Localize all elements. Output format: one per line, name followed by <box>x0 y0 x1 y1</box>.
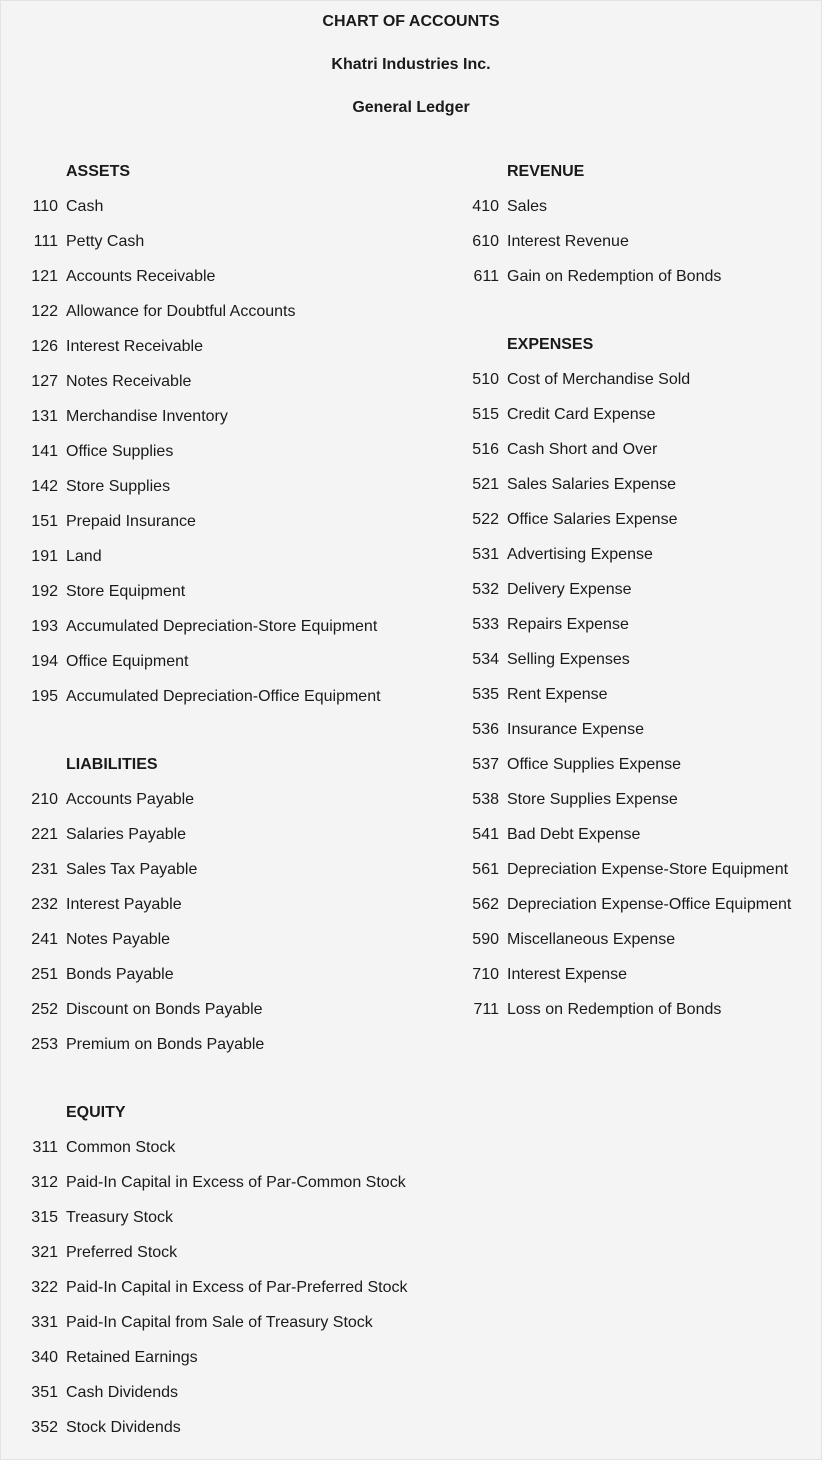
account-row <box>441 405 822 425</box>
account-number: 532 <box>472 581 499 598</box>
account-number: 121 <box>31 268 58 285</box>
account-name: Cash Dividends <box>66 1384 179 1401</box>
account-row <box>441 197 822 217</box>
account-row <box>0 895 440 915</box>
account-number: 251 <box>31 966 58 983</box>
account-row <box>0 582 440 602</box>
account-number: 536 <box>472 721 499 738</box>
account-name: Depreciation Expense-Office Equipment <box>507 896 792 913</box>
account-name: Stock Dividends <box>66 1419 181 1436</box>
account-name: Insurance Expense <box>507 721 644 738</box>
account-row <box>0 930 440 950</box>
account-number: 590 <box>472 931 499 948</box>
account-number: 191 <box>31 548 58 565</box>
account-number: 610 <box>472 233 499 250</box>
account-name: Accounts Receivable <box>66 268 216 285</box>
account-row <box>441 545 822 565</box>
account-name: Sales <box>507 198 548 215</box>
account-row <box>441 685 822 705</box>
account-row <box>441 965 822 985</box>
account-row <box>0 860 440 880</box>
account-number: 315 <box>31 1209 58 1226</box>
account-name: Treasury Stock <box>66 1209 173 1226</box>
page-title: CHART OF ACCOUNTS <box>322 13 500 30</box>
account-name: Store Equipment <box>66 583 186 600</box>
account-name: Accumulated Depreciation-Store Equipment <box>66 618 378 635</box>
account-row <box>441 930 822 950</box>
account-name: Rent Expense <box>507 686 608 703</box>
account-name: Depreciation Expense-Store Equipment <box>507 861 789 878</box>
account-number: 122 <box>31 303 58 320</box>
account-number: 221 <box>31 826 58 843</box>
account-row <box>441 650 822 670</box>
account-row <box>0 442 440 462</box>
account-row <box>0 687 440 707</box>
account-number: 534 <box>472 651 499 668</box>
account-row <box>441 370 822 390</box>
account-number: 210 <box>31 791 58 808</box>
account-name: Salaries Payable <box>66 826 187 843</box>
account-name: Retained Earnings <box>66 1349 198 1366</box>
account-name: Bad Debt Expense <box>507 826 641 843</box>
account-number: 111 <box>33 233 58 250</box>
company-name: Khatri Industries Inc. <box>331 56 491 73</box>
account-row <box>0 1418 440 1438</box>
account-row <box>0 1173 440 1193</box>
account-name: Store Supplies Expense <box>507 791 678 808</box>
account-number: 321 <box>31 1244 58 1261</box>
account-number: 541 <box>472 826 499 843</box>
account-row <box>0 1035 440 1055</box>
account-name: Land <box>66 548 102 565</box>
account-name: Delivery Expense <box>507 581 632 598</box>
account-number: 312 <box>31 1174 58 1191</box>
section-title-revenue: REVENUE <box>507 163 585 180</box>
account-name: Cost of Merchandise Sold <box>507 371 691 388</box>
account-row <box>0 825 440 845</box>
section-title-assets: ASSETS <box>66 163 131 180</box>
section-title-expenses: EXPENSES <box>507 336 594 353</box>
account-row <box>0 267 440 287</box>
account-name: Interest Expense <box>507 966 628 983</box>
account-name: Paid-In Capital from Sale of Treasury Stock <box>66 1314 373 1331</box>
account-row <box>441 267 822 287</box>
account-row <box>441 615 822 635</box>
account-name: Interest Payable <box>66 896 182 913</box>
account-number: 142 <box>31 478 58 495</box>
account-name: Office Supplies Expense <box>507 756 682 773</box>
account-row <box>0 1313 440 1333</box>
account-row <box>441 475 822 495</box>
account-number: 535 <box>472 686 499 703</box>
account-number: 710 <box>472 966 499 983</box>
section-title-equity: EQUITY <box>66 1104 126 1121</box>
account-number: 195 <box>31 688 58 705</box>
account-number: 252 <box>31 1001 58 1018</box>
account-row <box>0 1208 440 1228</box>
account-name: Store Supplies <box>66 478 171 495</box>
account-row <box>441 510 822 530</box>
account-name: Bonds Payable <box>66 966 174 983</box>
account-number: 561 <box>472 861 499 878</box>
account-number: 351 <box>31 1384 58 1401</box>
account-row <box>441 825 822 845</box>
account-name: Office Salaries Expense <box>507 511 678 528</box>
account-name: Accumulated Depreciation-Office Equipment <box>66 688 381 705</box>
account-name: Selling Expenses <box>507 651 630 668</box>
account-number: 331 <box>31 1314 58 1331</box>
account-name: Sales Tax Payable <box>66 861 198 878</box>
account-row <box>0 337 440 357</box>
account-row <box>0 512 440 532</box>
account-row <box>441 860 822 880</box>
account-row <box>441 232 822 252</box>
account-number: 141 <box>31 443 58 460</box>
account-number: 711 <box>473 1001 499 1018</box>
account-name: Office Supplies <box>66 443 174 460</box>
account-number: 127 <box>31 373 58 390</box>
account-number: 193 <box>31 618 58 635</box>
account-number: 340 <box>31 1349 58 1366</box>
account-name: Miscellaneous Expense <box>507 931 676 948</box>
account-row <box>0 652 440 672</box>
account-number: 232 <box>31 896 58 913</box>
account-name: Paid-In Capital in Excess of Par-Preferred Stock <box>66 1279 408 1296</box>
account-number: 131 <box>31 408 58 425</box>
account-name: Notes Receivable <box>66 373 192 390</box>
account-number: 538 <box>472 791 499 808</box>
account-number: 510 <box>472 371 499 388</box>
account-number: 516 <box>472 441 499 458</box>
ledger-name: General Ledger <box>352 99 470 116</box>
account-name: Interest Revenue <box>507 233 629 250</box>
account-name: Prepaid Insurance <box>66 513 196 530</box>
account-number: 515 <box>472 406 499 423</box>
account-name: Paid-In Capital in Excess of Par-Common Stock <box>66 1174 406 1191</box>
account-number: 531 <box>472 546 499 563</box>
account-row <box>441 580 822 600</box>
account-name: Allowance for Doubtful Accounts <box>66 303 296 320</box>
account-number: 126 <box>31 338 58 355</box>
account-number: 311 <box>32 1139 58 1156</box>
account-row <box>0 232 440 252</box>
account-row <box>0 407 440 427</box>
account-number: 241 <box>31 931 58 948</box>
account-name: Repairs Expense <box>507 616 629 633</box>
account-row <box>0 477 440 497</box>
account-number: 410 <box>472 198 499 215</box>
account-name: Premium on Bonds Payable <box>66 1036 265 1053</box>
account-name: Discount on Bonds Payable <box>66 1001 263 1018</box>
account-name: Office Equipment <box>66 653 189 670</box>
account-row <box>0 965 440 985</box>
account-name: Loss on Redemption of Bonds <box>507 1001 722 1018</box>
account-name: Interest Receivable <box>66 338 203 355</box>
account-row <box>0 790 440 810</box>
account-number: 231 <box>31 861 58 878</box>
account-number: 192 <box>31 583 58 600</box>
account-row <box>0 1000 440 1020</box>
account-name: Sales Salaries Expense <box>507 476 676 493</box>
account-name: Cash Short and Over <box>507 441 658 458</box>
account-row <box>0 1348 440 1368</box>
account-number: 151 <box>31 513 58 530</box>
account-row <box>0 372 440 392</box>
account-row <box>0 302 440 322</box>
account-name: Advertising Expense <box>507 546 653 563</box>
account-number: 253 <box>31 1036 58 1053</box>
account-name: Credit Card Expense <box>507 406 656 423</box>
account-number: 110 <box>32 198 58 215</box>
account-name: Cash <box>66 198 104 215</box>
account-number: 533 <box>472 616 499 633</box>
account-row <box>441 720 822 740</box>
account-row <box>0 617 440 637</box>
account-number: 352 <box>31 1419 58 1436</box>
account-row <box>0 197 440 217</box>
account-number: 521 <box>472 476 499 493</box>
account-number: 194 <box>31 653 58 670</box>
account-name: Petty Cash <box>66 233 145 250</box>
account-name: Merchandise Inventory <box>66 408 228 425</box>
account-number: 537 <box>472 756 499 773</box>
account-row <box>0 1138 440 1158</box>
account-number: 522 <box>472 511 499 528</box>
account-row <box>0 1383 440 1403</box>
account-row <box>441 790 822 810</box>
account-name: Accounts Payable <box>66 791 195 808</box>
account-row <box>0 1243 440 1263</box>
account-row <box>0 1278 440 1298</box>
account-name: Preferred Stock <box>66 1244 178 1261</box>
account-row <box>441 895 822 915</box>
account-row <box>441 440 822 460</box>
account-row <box>441 755 822 775</box>
account-number: 562 <box>472 896 499 913</box>
account-number: 611 <box>473 268 499 285</box>
account-row <box>441 1000 822 1020</box>
account-row <box>0 547 440 567</box>
section-title-liabilities: LIABILITIES <box>66 756 158 773</box>
account-name: Common Stock <box>66 1139 176 1156</box>
account-number: 322 <box>31 1279 58 1296</box>
account-name: Notes Payable <box>66 931 171 948</box>
account-name: Gain on Redemption of Bonds <box>507 268 722 285</box>
